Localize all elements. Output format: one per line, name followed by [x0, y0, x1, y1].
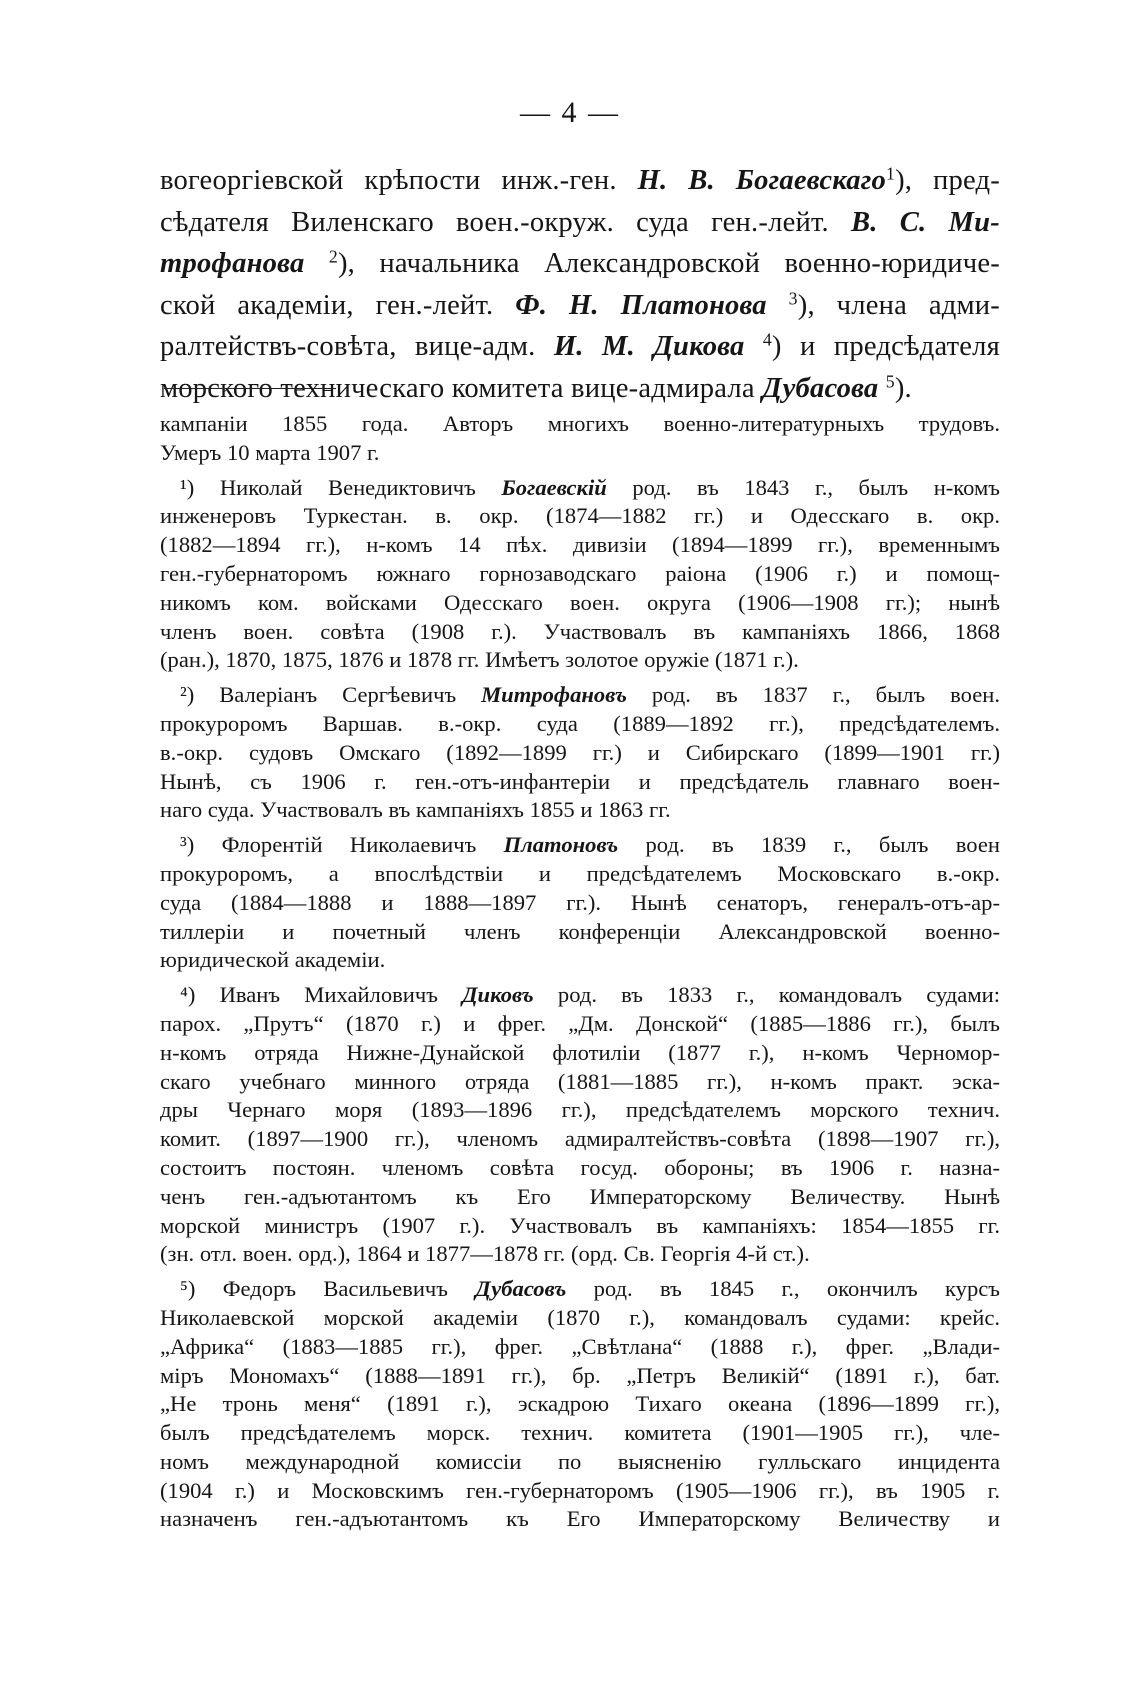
footnote-ref[interactable]: 1 [886, 163, 896, 184]
footnote-person-name: Богаевскій [501, 474, 607, 500]
footnote-1: ¹) Николай Венедиктовичъ Богаевскій род. въ 1843 г., былъ н-комъ инженеровъ Туркестан. в. окр. (1874—1882 гг.) и Одесскаго в. окр. (1882—1894 гг.), н-комъ 14 пѣх. дивизіи (1894—1899 гг.), временнымъ ген.-губернаторомъ южнаго горнозаводскаго раіона (1906 г.) и помощ- никомъ ком. войсками Одесскаго воен. округа (1906—1908 гг.); нынѣ членъ воен. совѣта (1908 г.). Участвовалъ въ кампаніяхъ 1866, 1868 (ран.), 1870, 1875, 1876 и 1878 гг. Имѣетъ золотое оружіе (1871 г.). [160, 474, 1000, 673]
main-text [160, 160, 1000, 410]
footnotes [160, 410, 1000, 1540]
main-line: ралтействъ-совѣта, вице-адм. И. М. Дикова $^4$) и предсѣдателя [160, 329, 1001, 363]
footnote-ref[interactable]: 3 [788, 288, 798, 309]
footnote-person-name: Платоновъ [503, 832, 619, 858]
main-line: сѣдателя Виленскаго воен.-окруж. суда ген.-лейт. В. С. Ми- [160, 206, 1000, 238]
main-line: трофанова $^2$), начальника Александровской военно-юридиче- [160, 246, 1000, 280]
footnote-ref[interactable]: 5 [885, 371, 895, 392]
footnote-mark: ⁴) [180, 982, 196, 1008]
footnote-ref[interactable]: 4 [762, 329, 772, 350]
page-number: — 4 — [520, 96, 620, 129]
footnote-ref[interactable]: 2 [328, 246, 338, 267]
footnote-continuation: кампаніи 1855 года. Авторъ многихъ военно-литературныхъ трудовъ. Умеръ 10 марта 1907 г. [160, 411, 1000, 465]
footnote-2: ²) Валеріанъ Сергѣевичъ Митрофановъ род. въ 1837 г., былъ воен. прокуроромъ Варшав. в.-окр. суда (1889—1892 гг.), предсѣдателемъ. в.-окр. судовъ Омскаго (1892—1899 гг.) и Сибирскаго (1899—1901 гг.) Нынѣ, съ 1906 г. ген.-отъ-инфантеріи и предсѣдатель главнаго воен- наго суда. Участвовалъ въ кампаніяхъ 1855 и 1863 гг. [160, 682, 1000, 823]
person-name: И. М. Дикова [553, 331, 745, 363]
footnote-mark: ²) [180, 682, 195, 708]
footnote-divider [164, 388, 336, 389]
footnote-person-name: Дубасовъ [475, 1276, 567, 1302]
footnote-5: ⁵) Федоръ Васильевичъ Дубасовъ род. въ 1845 г., окончилъ курсъ Николаевской морской академіи (1870 г.), командовалъ судами: крейс. „Африка“ (1883—1885 гг.), фрег. „Свѣтлана“ (1888 г.), фрег. „Влади- міръ Мономахъ“ (1888—1891 гг.), бр. „Петръ Великій“ (1891 г.), бат. „Не тронь меня“ (1891 г.), эскадрою Тихаго океана (1896—1899 гг.), былъ предсѣдателемъ морск. технич. комитета (1901—1905 гг.), чле- номъ международной комиссіи по выясненію гулльскаго инцидента (1904 г.) и Московскимъ ген.-губернаторомъ (1905—1906 гг.), въ 1905 г. назначенъ ген.-адъютантомъ къ Его Императорскому Величеству и [160, 1276, 1000, 1532]
person-name: В. С. Ми- [851, 206, 1000, 238]
main-line: вогеоргіевской крѣпости инж.-ген. Н. В. Богаевскаго$^1$), пред- [160, 163, 1001, 196]
main-line: морского техническаго комитета вице-адмирала Дубасова $^5$). [160, 371, 912, 404]
footnote-4: ⁴) Иванъ Михайловичъ Диковъ род. въ 1833 г., командовалъ судами: парох. „Прутъ“ (1870 г.) и фрег. „Дм. Донской“ (1885—1886 гг.), былъ н-комъ отряда Нижне-Дунайской флотиліи (1877 г.), н-комъ Черномор- скаго учебнаго минного отряда (1881—1885 гг.), н-комъ практ. эска- дры Чернаго моря (1893—1896 гг.), предсѣдателемъ морского технич. комит. (1897—1900 гг.), членомъ адмиралтействъ-совѣта (1898—1907 гг.), состоитъ постоян. членомъ совѣта госуд. обороны; въ 1906 г. назна- ченъ ген.-адъютантомъ къ Его Императорскому Величеству. Нынѣ морской министръ (1907 г.). Участвовалъ въ кампаніяхъ: 1854—1855 гг. (зн. отл. воен. орд.), 1864 и 1877—1878 гг. (орд. Св. Георгія 4-й ст.). [160, 982, 1000, 1267]
person-name: Ф. Н. Платонова [515, 289, 767, 321]
main-line: ской академіи, ген.-лейт. Ф. Н. Платонова $^3$), члена адми- [160, 288, 1000, 321]
person-name: Н. В. Богаевскаго [637, 165, 886, 196]
footnote-mark: ³) [180, 832, 195, 858]
footnote-person-name: Митрофановъ [481, 682, 627, 708]
footnote-mark: ¹) [180, 474, 195, 500]
footnote-3: ³) Флорентій Николаевичъ Платоновъ род. въ 1839 г., былъ воен прокуроромъ, а впослѣдствіи и предсѣдателемъ Московскаго в.-окр. суда (1884—1888 и 1888—1897 гг.). Нынѣ сенаторъ, генералъ-отъ-ар- тиллеріи и почетный членъ конференціи Александровской военно- юридической академіи. [160, 832, 1000, 973]
person-name: Дубасова [762, 372, 879, 404]
person-name: трофанова [160, 248, 305, 280]
footnote-person-name: Диковъ [462, 982, 534, 1008]
footnote-mark: ⁵) [180, 1276, 196, 1302]
